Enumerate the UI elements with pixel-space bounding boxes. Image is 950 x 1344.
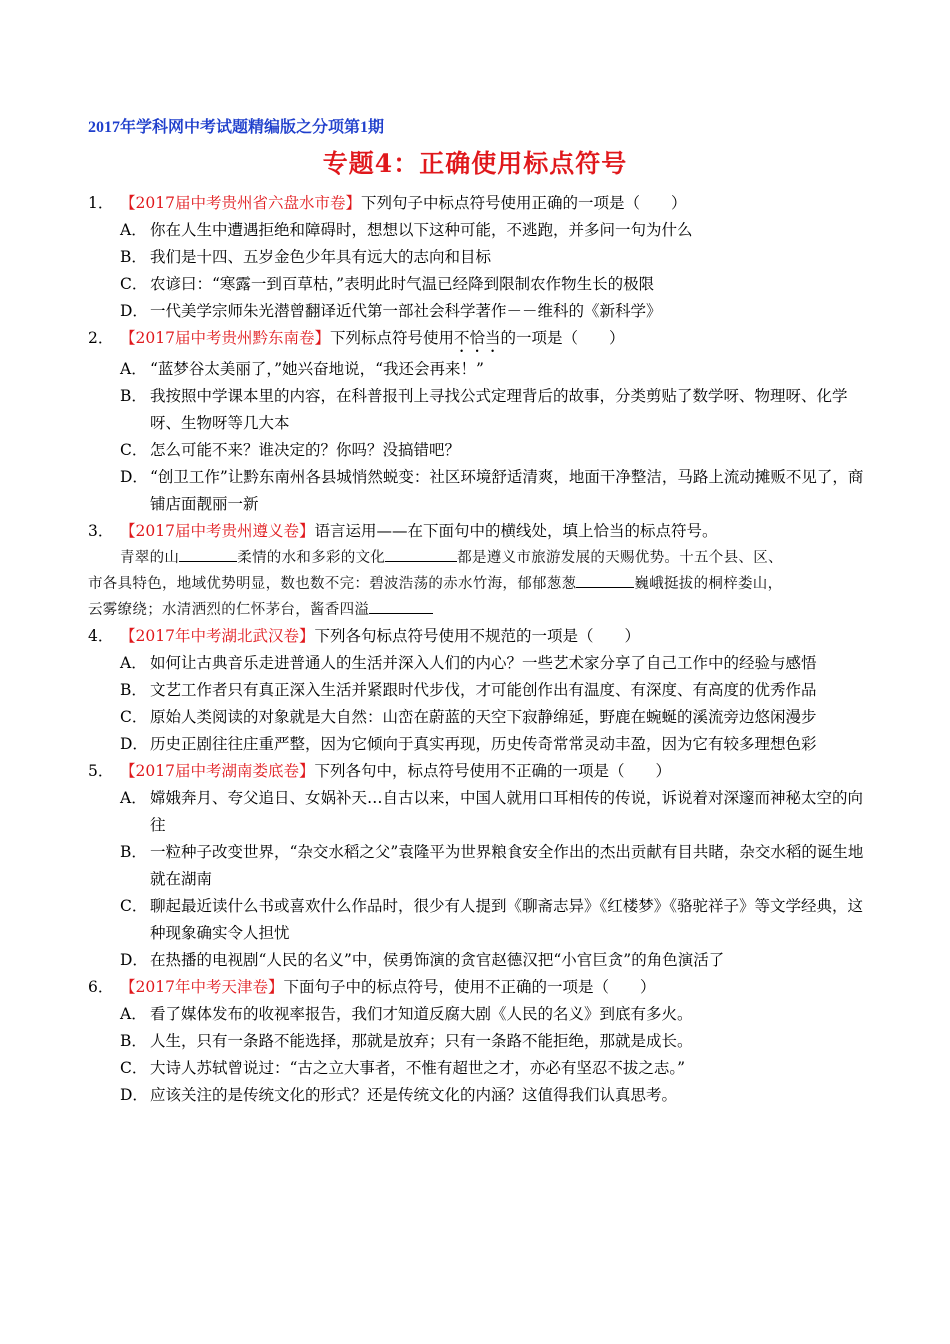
question-stem — [88, 623, 878, 650]
question-source: 【2017届中考贵州遵义卷】 — [120, 522, 315, 540]
question-stem: 2． 【2017届中考贵州黔东南卷】下列标点符号使用不恰当的一项是（ ） — [88, 325, 878, 356]
question-source: 【2017年中考湖北武汉卷】 — [120, 627, 315, 645]
question-passage: 青翠的山 柔情的水和多彩的文化 都是遵义市旅游发展的天赐优势。十五个县、区、 市各具特色，地域优势明显，数也数不完：碧波浩荡的赤水竹海，郁郁葱葱 巍峨挺拔的桐梓娄山， 云雾缭绕；水清洒烈的仁怀茅台，酱香四溢 — [88, 545, 878, 623]
option-d: D． 应该关注的是传统文化的形式？还是传统文化的内涵？这值得我们认真思考。 — [120, 1086, 678, 1104]
emphasized-text: 不恰当 — [453, 329, 501, 347]
question-text: 下列各句标点符号使用不规范的一项是（ ） — [314, 627, 640, 645]
option-c: C． 怎么可能不来？谁决定的？你吗？没搞错吧？ — [120, 441, 461, 459]
option-c: C． 农谚曰：“寒露一到百草枯，”表明此时气温已经降到限制农作物生长的极限 — [120, 275, 655, 293]
question-number: 6． — [88, 978, 114, 996]
question-text: 语言运用——在下面句中的横线处，填上恰当的标点符号。 — [314, 522, 718, 540]
question-number: 2． — [88, 329, 114, 347]
question-stem — [88, 974, 878, 1001]
option-b: B． 我们是十四、五岁金色少年具有远大的志向和目标 — [120, 248, 492, 266]
question-number: 5． — [88, 762, 114, 780]
option-b: B． 文艺工作者只有真正深入生活并紧跟时代步伐，才可能创作出有温度、有深度、有高度的优秀作品 — [120, 681, 817, 699]
option-c: C． 聊起最近读什么书或喜欢什么作品时，很少有人提到《聊斋志异》《红楼梦》《骆驼祥子》等文学经典，这种现象确实令人担忧 — [120, 897, 864, 942]
answer-blank[interactable] — [369, 597, 433, 614]
question-number: 4． — [88, 627, 114, 645]
option-a: A． “蓝梦谷太美丽了，”她兴奋地说，“我还会再来！” — [120, 360, 484, 378]
question-source: 【2017届中考贵州黔东南卷】 — [120, 329, 330, 347]
option-d: D． 一代美学宗师朱光潜曾翻译近代第一部社会科学著作－－维科的《新科学》 — [120, 302, 662, 320]
option-b: B． 人生，只有一条路不能选择，那就是放弃；只有一条路不能拒绝，那就是成长。 — [120, 1032, 693, 1050]
answer-blank[interactable] — [576, 571, 634, 588]
option-c: C． 大诗人苏轼曾说过：“古之立大事者，不惟有超世之才，亦必有坚忍不拔之志。” — [120, 1059, 686, 1077]
question-number: 3． — [88, 522, 114, 540]
page-title: 专题4：正确使用标点符号 — [322, 149, 628, 178]
document-header: 2017年学科网中考试题精编版之分项第1期 — [88, 119, 385, 136]
option-a: A． 如何让古典音乐走进普通人的生活并深入人们的内心？一些艺术家分享了自己工作中的经验与感悟 — [120, 654, 817, 672]
question-text: 下列各句中，标点符号使用不正确的一项是（ ） — [314, 762, 671, 780]
question-stem — [88, 190, 878, 217]
option-b: B． 我按照中学课本里的内容，在科普报刊上寻找公式定理背后的故事，分类剪贴了数学呀、物理呀、化学呀、生物呀等几大本 — [120, 387, 848, 432]
question-text: 下列句子中标点符号使用正确的一项是（ ） — [360, 194, 687, 212]
option-d: D． “创卫工作”让黔东南州各县城悄然蜕变：社区环境舒适清爽，地面干净整洁，马路上流动摊贩不见了，商铺店面靓丽一新 — [120, 468, 864, 513]
question-number: 1． — [88, 194, 114, 212]
question-5 — [88, 758, 878, 974]
option-c: C． 原始人类阅读的对象就是大自然：山峦在蔚蓝的天空下寂静绵延，野鹿在蜿蜒的溪流旁边悠闲漫步 — [120, 708, 817, 726]
question-source: 【2017年中考天津卷】 — [120, 978, 284, 996]
question-2 — [88, 325, 878, 518]
question-stem — [88, 518, 878, 545]
question-6 — [88, 974, 878, 1109]
question-source: 【2017届中考贵州省六盘水市卷】 — [120, 194, 361, 212]
option-a: A． 看了媒体发布的收视率报告，我们才知道反腐大剧《人民的名义》到底有多火。 — [120, 1005, 693, 1023]
answer-blank[interactable] — [179, 545, 237, 562]
question-3 — [88, 518, 878, 623]
option-d: D． 历史正剧往往庄重严整，因为它倾向于真实再现，历史传奇常常灵动丰盈，因为它有较多理想色彩 — [120, 735, 817, 753]
answer-blank[interactable] — [385, 545, 457, 562]
option-b: B． 一粒种子改变世界，“杂交水稻之父”袁隆平为世界粮食安全作出的杰出贡献有目共睹，杂交水稻的诞生地就在湖南 — [120, 843, 864, 888]
question-text: 下面句子中的标点符号，使用不正确的一项是（ ） — [283, 978, 656, 996]
option-a: A． 你在人生中遭遇拒绝和障碍时，想想以下这种可能，不逃跑，并多问一句为什么 — [120, 221, 693, 239]
question-4 — [88, 623, 878, 758]
question-source: 【2017届中考湖南娄底卷】 — [120, 762, 315, 780]
question-1 — [88, 190, 878, 325]
option-a: A． 嫦娥奔月、夸父追日、女娲补天…自古以来，中国人就用口耳相传的传说，诉说着对深邃而神秘太空的向往 — [120, 789, 864, 834]
question-stem — [88, 758, 878, 785]
question-list — [88, 190, 878, 1109]
option-d: D． 在热播的电视剧“人民的名义”中，侯勇饰演的贪官赵德汉把“小官巨贪”的角色演活了 — [120, 951, 725, 969]
